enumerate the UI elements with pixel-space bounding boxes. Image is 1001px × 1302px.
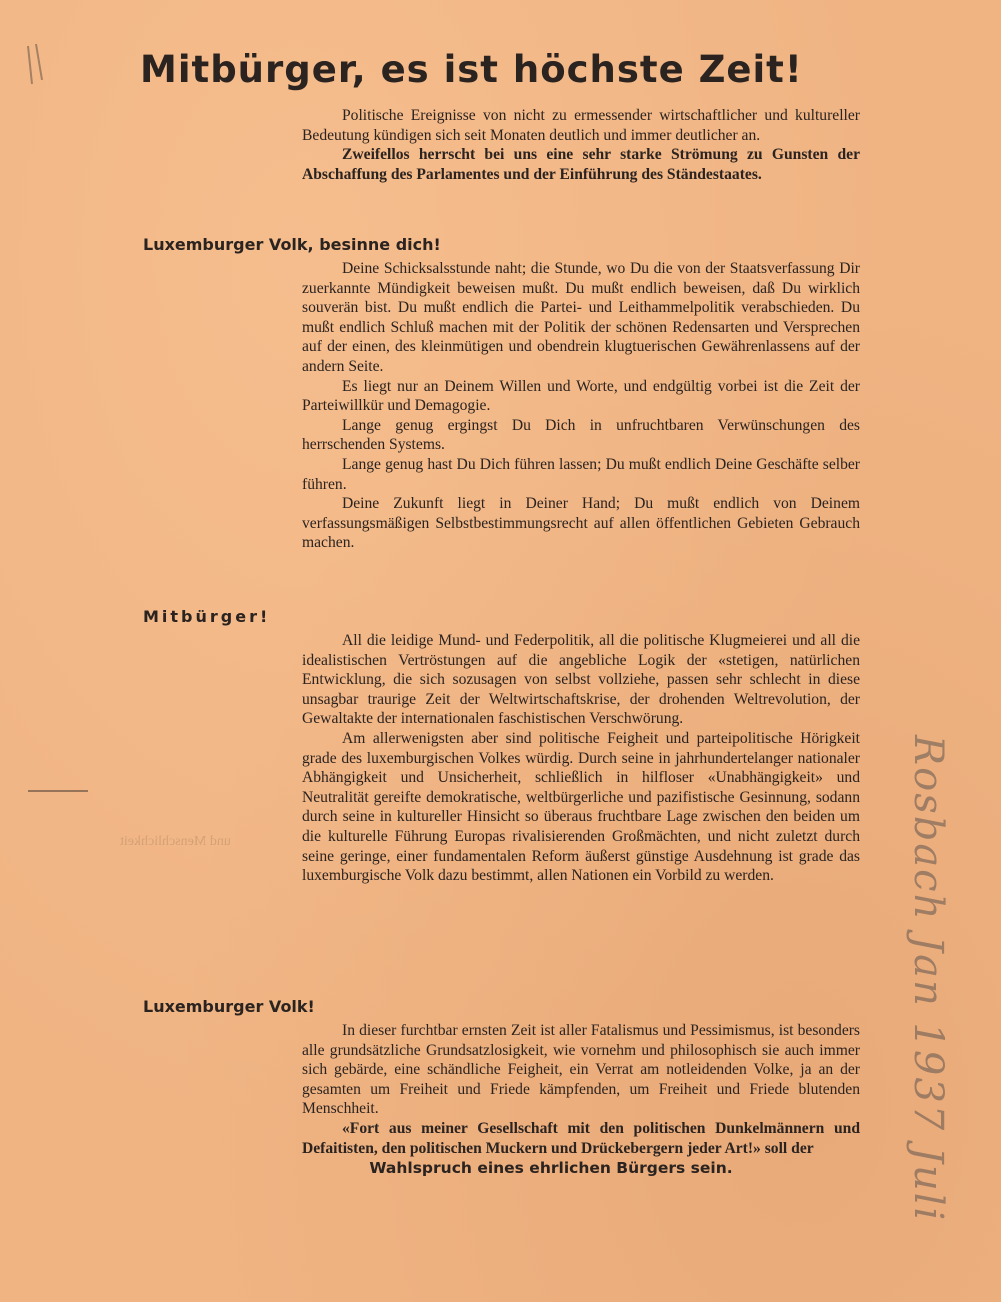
section2-paragraph: Am allerwenigsten aber sind politische Feigheit und parteipolitische Hörigkeit grade des luxemburgischen Volkes würdig. Durch seine in jahrhundertelanger nationaler Abhängigkeit und Unsicherheit, schließlich in hilfloser «Unabhängigkeit» und Neutralität gereifte demokratische, weltbürgerliche und pazifistische Gesinnung, sodann durch seine in kultureller Hinsicht so überaus fruchtbare Lage zwischen den beiden um die kulturelle Führung Europas rivalisierenden Großmächten, und nicht zuletzt durch seine geringe, einer fundamentalen Reform äußerst günstige Ausdehnung ist grade das luxemburgische Volk dazu bestimmt, allen Nationen ein Vorbild zu werden. [302, 729, 860, 885]
section1-paragraph: Es liegt nur an Deinem Willen und Worte, und endgültig vorbei ist die Zeit der Parteiwillkür und Demagogie. [302, 377, 860, 415]
section3-block [302, 1021, 860, 1179]
section1-paragraph: Lange genug ergingst Du Dich in unfruchtbaren Verwünschungen des herrschenden Systems. [302, 416, 860, 454]
section1-paragraph: Lange genug hast Du Dich führen lassen; Du mußt endlich Deine Geschäfte selber führen. [302, 455, 860, 493]
section1-paragraph: Deine Schicksalsstunde naht; die Stunde, wo Du die von der Staatsverfassung Dir zuerkannte Mündigkeit beweisen mußt. Du mußt endlich beweisen, daß Du wirklich souverän bist. Du mußt endlich die Partei- und Leithammelpolitik verabschieden. Du mußt endlich Schluß machen mit der Politik der schönen Redensarten und Versprechen auf der einen, des kleinmütigen und obendrein klugtuerischen Gewährenlassens auf der andern Seite. [302, 260, 860, 375]
section3-paragraph: In dieser furchtbar ernsten Zeit ist aller Fatalismus und Pessimismus, ist besonders alle grundsätzliche Grundsatzlosigkeit, wie vornehm und philosophisch sie auch immer sich gebärde, eine schändliche Feigheit, ein Verrat am notleidenden Volke, ja an der gesamten um Freiheit und Friede kämpfenden, um Freiheit und Friede blutenden Menschheit. [302, 1022, 860, 1118]
pen-mark-icon [22, 40, 52, 90]
intro-block [302, 106, 860, 184]
section-heading-mitbuerger: Mitbürger! [143, 607, 271, 626]
handwritten-text: Rosbach Jan 1937 Juli [905, 735, 951, 1223]
page-title: Mitbürger, es ist höchste Zeit! [140, 48, 803, 91]
intro-paragraph: Politische Ereignisse von nicht zu ermessender wirtschaftlicher und kultureller Bedeutung kündigen sich seit Monaten deutlich und immer deutlicher an. [302, 107, 860, 144]
section-heading-volk: Luxemburger Volk! [143, 997, 315, 1016]
section2-paragraph: All die leidige Mund- und Federpolitik, all die politische Klugmeierei und all die idealistischen Vertröstungen auf die angebliche Logik der «stetigen, natürlichen Entwicklung, die sich sozusagen von selbst vollziehe, passen sehr schlecht in diese unsagbar traurige Zeit der Weltwirtschaftskrise, der drohenden Weltrevolution, der Gewaltakte der internationalen faschistischen Verschwörung. [302, 632, 860, 728]
bleed-through-text: und Menschlichkeit [120, 834, 231, 849]
section1-paragraph: Deine Zukunft liegt in Deiner Hand; Du mußt endlich von Deinem verfassungsmäßigen Selbstbestimmungsrecht auf allen öffentlichen Gebieten Gebrauch machen. [302, 495, 860, 552]
section1-block [302, 259, 860, 553]
margin-dash [28, 790, 88, 792]
handwritten-annotation [905, 735, 965, 1255]
intro-paragraph-bold: Zweifellos herrscht bei uns eine sehr starke Strömung zu Gunsten der Abschaffung des Parlamentes und der Einführung des Ständestaates. [302, 146, 860, 183]
motto-line: Wahlspruch eines ehrlichen Bürgers sein. [369, 1159, 733, 1178]
section3-paragraph-bold: «Fort aus meiner Gesellschaft mit den politischen Dunkelmännern und Defaitisten, den politischen Muckern und Drückebergern jeder Art!» soll der [302, 1119, 860, 1157]
section-heading-besinne: Luxemburger Volk, besinne dich! [143, 235, 441, 254]
section2-block [302, 631, 860, 886]
